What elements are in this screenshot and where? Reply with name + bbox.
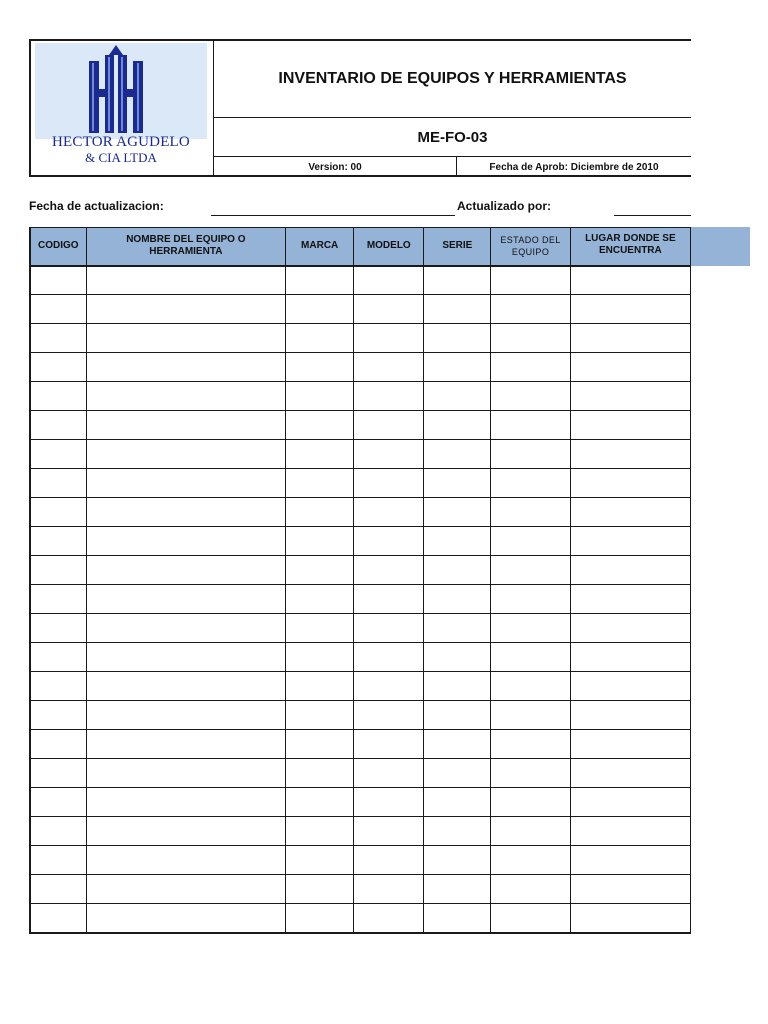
company-name	[35, 135, 207, 165]
table-cell[interactable]	[570, 469, 690, 498]
table-cell[interactable]	[286, 556, 354, 585]
table-cell[interactable]	[491, 730, 570, 759]
table-cell[interactable]	[424, 643, 491, 672]
table-cell[interactable]	[286, 643, 354, 672]
table-cell[interactable]	[570, 266, 690, 295]
table-cell[interactable]	[491, 295, 570, 324]
table-cell[interactable]	[86, 701, 285, 730]
table-cell[interactable]	[86, 556, 285, 585]
table-cell[interactable]	[570, 643, 690, 672]
table-cell[interactable]	[424, 266, 491, 295]
table-cell[interactable]	[286, 817, 354, 846]
table-cell[interactable]	[570, 585, 690, 614]
table-cell[interactable]	[286, 469, 354, 498]
table-cell[interactable]	[86, 295, 285, 324]
table-cell[interactable]	[424, 672, 491, 701]
table-cell[interactable]	[30, 788, 86, 817]
table-cell[interactable]	[491, 614, 570, 643]
table-cell[interactable]	[286, 904, 354, 933]
table-cell[interactable]	[286, 846, 354, 875]
table-cell[interactable]	[424, 730, 491, 759]
table-cell[interactable]	[86, 846, 285, 875]
table-cell[interactable]	[354, 672, 424, 701]
table-cell[interactable]	[491, 266, 570, 295]
table-cell[interactable]	[354, 295, 424, 324]
company-logo-icon	[85, 45, 147, 135]
table-row	[30, 643, 691, 672]
table-cell[interactable]	[491, 672, 570, 701]
col-header-estado: ESTADO DEL EQUIPO	[491, 228, 570, 266]
table-row	[30, 846, 691, 875]
table-cell[interactable]	[491, 324, 570, 353]
table-cell[interactable]	[424, 817, 491, 846]
table-cell[interactable]	[424, 469, 491, 498]
table-cell[interactable]	[424, 295, 491, 324]
table-cell[interactable]	[570, 440, 690, 469]
table-cell[interactable]	[286, 266, 354, 295]
table-cell[interactable]	[30, 875, 86, 904]
col-header-serie: SERIE	[424, 228, 491, 266]
table-cell[interactable]	[570, 498, 690, 527]
table-cell[interactable]	[354, 585, 424, 614]
table-cell[interactable]	[354, 266, 424, 295]
table-cell[interactable]	[491, 556, 570, 585]
col-header-codigo: CODIGO	[30, 228, 86, 266]
table-cell[interactable]	[354, 846, 424, 875]
logo-cell	[31, 41, 214, 177]
table-cell[interactable]	[86, 266, 285, 295]
table-cell[interactable]	[86, 411, 285, 440]
table-cell[interactable]	[286, 440, 354, 469]
table-row	[30, 469, 691, 498]
table-cell[interactable]	[86, 759, 285, 788]
table-cell[interactable]	[30, 324, 86, 353]
table-cell[interactable]	[570, 788, 690, 817]
table-cell[interactable]	[570, 875, 690, 904]
table-cell[interactable]	[86, 440, 285, 469]
table-row	[30, 817, 691, 846]
inventory-table	[29, 227, 691, 934]
table-cell[interactable]	[30, 643, 86, 672]
table-cell[interactable]	[354, 788, 424, 817]
table-cell[interactable]	[286, 701, 354, 730]
table-cell[interactable]	[286, 411, 354, 440]
table-cell[interactable]	[286, 875, 354, 904]
table-row	[30, 759, 691, 788]
table-cell[interactable]	[491, 353, 570, 382]
table-cell[interactable]	[30, 701, 86, 730]
table-cell[interactable]	[286, 527, 354, 556]
table-cell[interactable]	[86, 469, 285, 498]
table-cell[interactable]	[30, 614, 86, 643]
header-overflow-fill	[691, 227, 750, 266]
table-cell[interactable]	[354, 498, 424, 527]
table-cell[interactable]	[424, 556, 491, 585]
table-cell[interactable]	[491, 585, 570, 614]
table-cell[interactable]	[286, 759, 354, 788]
table-cell[interactable]	[86, 324, 285, 353]
table-cell[interactable]	[491, 875, 570, 904]
table-cell[interactable]	[30, 411, 86, 440]
company-name-line2: & CIA LTDA	[85, 150, 157, 165]
table-row	[30, 295, 691, 324]
table-cell[interactable]	[30, 730, 86, 759]
table-cell[interactable]	[424, 527, 491, 556]
col-header-marca: MARCA	[286, 228, 354, 266]
table-row	[30, 701, 691, 730]
table-row	[30, 788, 691, 817]
table-row	[30, 498, 691, 527]
col-header-lugar: LUGAR DONDE SE ENCUENTRA	[570, 228, 690, 266]
table-cell[interactable]	[354, 382, 424, 411]
table-cell[interactable]	[286, 324, 354, 353]
table-cell[interactable]	[86, 353, 285, 382]
table-cell[interactable]	[86, 585, 285, 614]
table-cell[interactable]	[424, 759, 491, 788]
document-code: ME-FO-03	[214, 118, 691, 157]
table-row	[30, 382, 691, 411]
table-cell[interactable]	[354, 759, 424, 788]
table-cell[interactable]	[491, 643, 570, 672]
table-row	[30, 614, 691, 643]
table-cell[interactable]	[570, 701, 690, 730]
table-cell[interactable]	[491, 904, 570, 933]
table-cell[interactable]	[86, 527, 285, 556]
table-cell[interactable]	[424, 875, 491, 904]
table-cell[interactable]	[354, 556, 424, 585]
table-cell[interactable]	[86, 498, 285, 527]
table-cell[interactable]	[570, 556, 690, 585]
table-header-row	[30, 228, 691, 266]
fecha-actualizacion-label: Fecha de actualizacion:	[29, 199, 164, 213]
table-cell[interactable]	[491, 788, 570, 817]
table-cell[interactable]	[354, 614, 424, 643]
table-cell[interactable]	[491, 701, 570, 730]
table-row	[30, 556, 691, 585]
table-cell[interactable]	[424, 701, 491, 730]
table-cell[interactable]	[424, 498, 491, 527]
table-cell[interactable]	[570, 382, 690, 411]
table-cell[interactable]	[354, 324, 424, 353]
table-cell[interactable]	[86, 875, 285, 904]
table-cell[interactable]	[491, 382, 570, 411]
table-cell[interactable]	[491, 440, 570, 469]
table-row	[30, 875, 691, 904]
table-cell[interactable]	[570, 295, 690, 324]
table-cell[interactable]	[491, 469, 570, 498]
table-cell[interactable]	[354, 440, 424, 469]
table-cell[interactable]	[570, 817, 690, 846]
table-row	[30, 585, 691, 614]
actualizado-por-label: Actualizado por:	[457, 199, 552, 213]
table-cell[interactable]	[30, 382, 86, 411]
table-cell[interactable]	[570, 672, 690, 701]
table-cell[interactable]	[570, 527, 690, 556]
table-cell[interactable]	[30, 585, 86, 614]
table-cell[interactable]	[570, 846, 690, 875]
table-cell[interactable]	[354, 904, 424, 933]
document-header	[29, 39, 691, 177]
table-cell[interactable]	[30, 440, 86, 469]
table-cell[interactable]	[86, 614, 285, 643]
table-row	[30, 411, 691, 440]
table-cell[interactable]	[491, 759, 570, 788]
table-cell[interactable]	[30, 904, 86, 933]
table-cell[interactable]	[286, 614, 354, 643]
table-row	[30, 324, 691, 353]
table-cell[interactable]	[286, 672, 354, 701]
version-label: Version: 00	[214, 157, 457, 177]
table-cell[interactable]	[354, 643, 424, 672]
table-cell[interactable]	[424, 585, 491, 614]
company-name-line1: HECTOR AGUDELO	[52, 134, 190, 150]
table-cell[interactable]	[570, 904, 690, 933]
table-cell[interactable]	[30, 498, 86, 527]
table-cell[interactable]	[86, 382, 285, 411]
table-cell[interactable]	[30, 556, 86, 585]
table-cell[interactable]	[30, 672, 86, 701]
table-cell[interactable]	[286, 730, 354, 759]
table-body	[30, 266, 691, 933]
table-row	[30, 730, 691, 759]
table-row	[30, 672, 691, 701]
table-cell[interactable]	[354, 875, 424, 904]
table-cell[interactable]	[424, 846, 491, 875]
table-cell[interactable]	[30, 266, 86, 295]
table-cell[interactable]	[30, 469, 86, 498]
table-cell[interactable]	[286, 382, 354, 411]
table-cell[interactable]	[424, 353, 491, 382]
table-cell[interactable]	[570, 759, 690, 788]
table-row	[30, 904, 691, 933]
table-cell[interactable]	[570, 614, 690, 643]
inventory-table-wrapper	[29, 227, 691, 937]
table-cell[interactable]	[570, 411, 690, 440]
table-cell[interactable]	[354, 353, 424, 382]
table-cell[interactable]	[491, 817, 570, 846]
actualizado-por-field[interactable]	[614, 215, 691, 216]
col-header-modelo: MODELO	[354, 228, 424, 266]
table-cell[interactable]	[354, 730, 424, 759]
table-cell[interactable]	[424, 788, 491, 817]
table-cell[interactable]	[30, 527, 86, 556]
table-cell[interactable]	[424, 904, 491, 933]
table-cell[interactable]	[570, 353, 690, 382]
table-cell[interactable]	[30, 846, 86, 875]
table-cell[interactable]	[30, 759, 86, 788]
table-cell[interactable]	[354, 527, 424, 556]
table-cell[interactable]	[491, 527, 570, 556]
table-cell[interactable]	[424, 614, 491, 643]
table-cell[interactable]	[570, 730, 690, 759]
table-cell[interactable]	[424, 411, 491, 440]
table-cell[interactable]	[491, 411, 570, 440]
fecha-actualizacion-field[interactable]	[211, 215, 455, 216]
table-cell[interactable]	[491, 846, 570, 875]
table-row	[30, 527, 691, 556]
table-row	[30, 266, 691, 295]
table-cell[interactable]	[354, 817, 424, 846]
table-cell[interactable]	[354, 469, 424, 498]
table-cell[interactable]	[30, 295, 86, 324]
table-cell[interactable]	[424, 324, 491, 353]
table-cell[interactable]	[30, 353, 86, 382]
document-title: INVENTARIO DE EQUIPOS Y HERRAMIENTAS	[214, 41, 691, 118]
table-cell[interactable]	[354, 411, 424, 440]
table-cell[interactable]	[30, 817, 86, 846]
table-cell[interactable]	[86, 672, 285, 701]
col-header-nombre: NOMBRE DEL EQUIPO O HERRAMIENTA	[86, 228, 285, 266]
table-cell[interactable]	[86, 817, 285, 846]
table-cell[interactable]	[491, 498, 570, 527]
table-cell[interactable]	[286, 788, 354, 817]
table-cell[interactable]	[424, 440, 491, 469]
table-cell[interactable]	[86, 643, 285, 672]
table-row	[30, 440, 691, 469]
table-cell[interactable]	[286, 353, 354, 382]
table-cell[interactable]	[424, 382, 491, 411]
table-cell[interactable]	[286, 295, 354, 324]
table-cell[interactable]	[570, 324, 690, 353]
table-cell[interactable]	[286, 585, 354, 614]
table-row	[30, 353, 691, 382]
table-cell[interactable]	[86, 730, 285, 759]
table-cell[interactable]	[286, 498, 354, 527]
table-cell[interactable]	[86, 788, 285, 817]
table-cell[interactable]	[86, 904, 285, 933]
approval-date-label: Fecha de Aprob: Diciembre de 2010	[489, 161, 659, 173]
table-cell[interactable]	[354, 701, 424, 730]
